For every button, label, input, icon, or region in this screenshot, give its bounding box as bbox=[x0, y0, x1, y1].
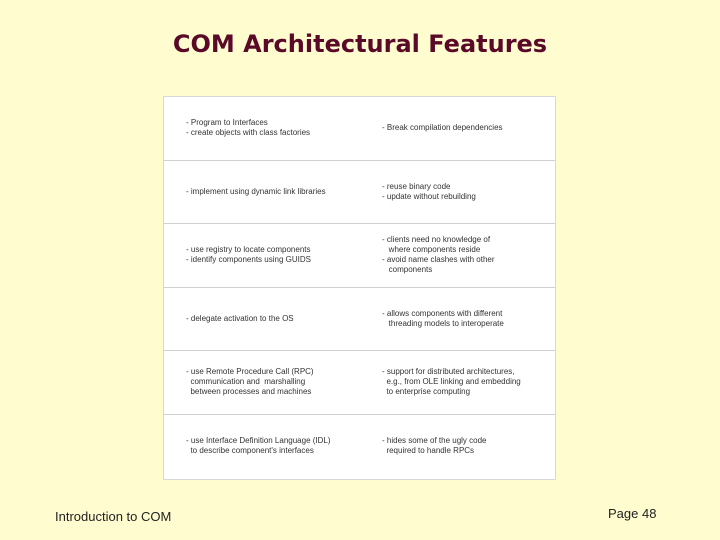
footer-title: Introduction to COM bbox=[55, 509, 172, 524]
table-cell-benefit: - allows components with different threading models to interoperate bbox=[382, 308, 504, 328]
table-row bbox=[164, 224, 555, 288]
table-cell-benefit: - Break compilation dependencies bbox=[382, 123, 503, 133]
slide-title: COM Architectural Features bbox=[172, 30, 548, 58]
table-cell-benefit: - support for distributed architectures, e.g., from OLE linking and embedding to enterprise computing bbox=[382, 367, 521, 397]
table-cell-mechanism: - Program to Interfaces - create objects with class factories bbox=[186, 118, 311, 138]
table-row bbox=[164, 288, 555, 352]
table-cell-benefit: - clients need no knowledge of where components reside - avoid name clashes with other components bbox=[382, 235, 495, 275]
table-cell-benefit: - hides some of the ugly code required to handle RPCs bbox=[382, 436, 487, 456]
table-row bbox=[164, 415, 555, 479]
table-cell-mechanism: - implement using dynamic link libraries bbox=[186, 186, 326, 196]
table-row bbox=[164, 351, 555, 415]
table-cell-mechanism: - delegate activation to the OS bbox=[186, 313, 294, 323]
page-number: Page 48 bbox=[608, 506, 657, 521]
table-cell-mechanism: - use Interface Definition Language (IDL) to describe component's interfaces bbox=[186, 436, 331, 456]
features-table bbox=[163, 96, 556, 480]
table-cell-mechanism: - use Remote Procedure Call (RPC) communication and marshalling between processes and machines bbox=[186, 367, 314, 397]
table-cell-mechanism: - use registry to locate components - identify components using GUIDS bbox=[186, 245, 311, 265]
table-cell-benefit: - reuse binary code - update without rebuilding bbox=[382, 181, 476, 201]
table-row bbox=[164, 161, 555, 225]
table-row bbox=[164, 97, 555, 161]
